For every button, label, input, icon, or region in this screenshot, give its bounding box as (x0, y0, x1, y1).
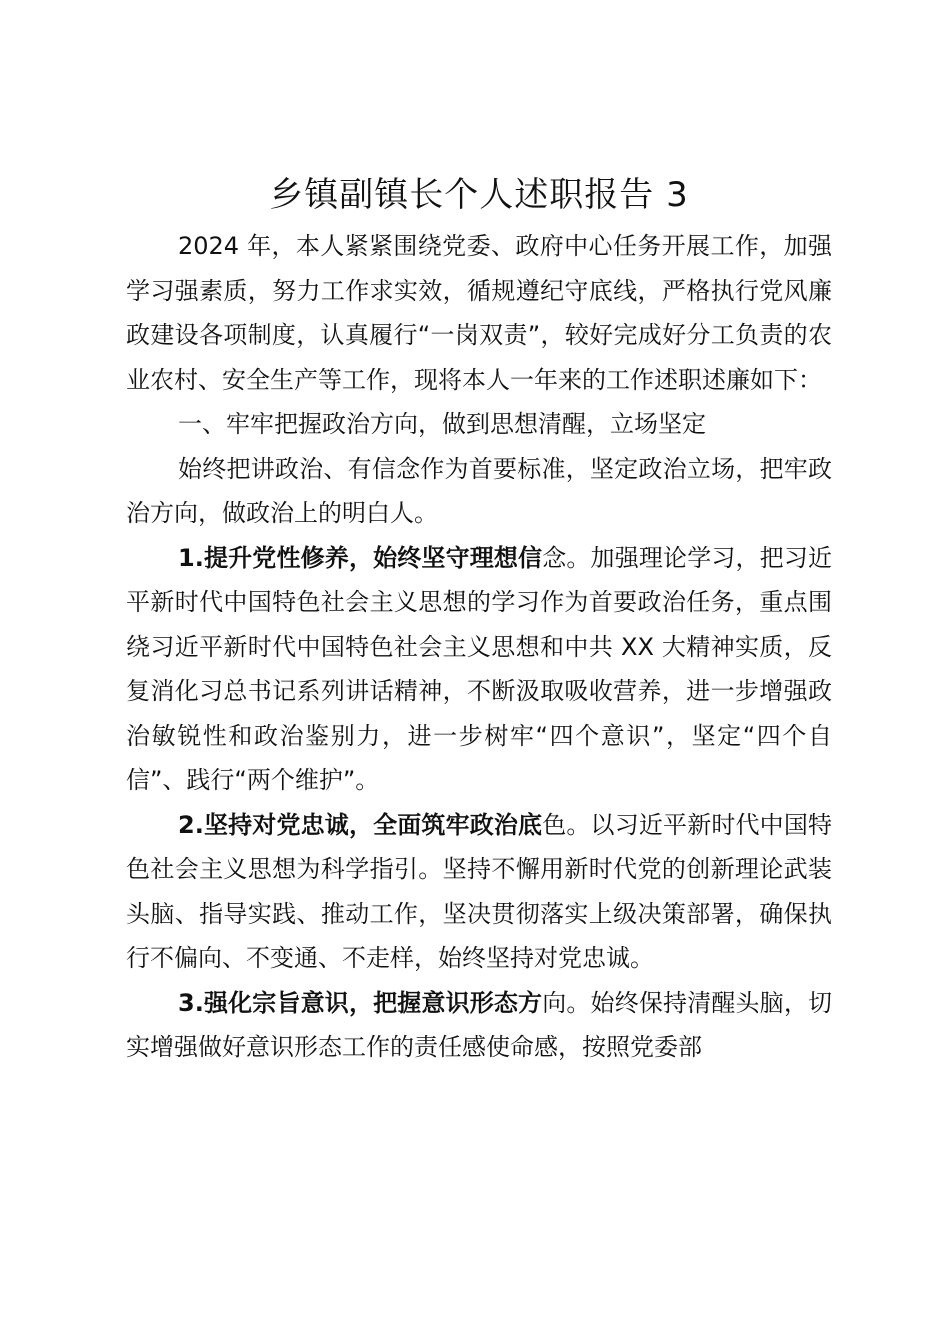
document-page (126, 170, 832, 1070)
intro-paragraph: 2024 年，本人紧紧围绕党委、政府中心任务开展工作，加强学习强素质，努力工作求实效，循规遵纪守底线，严格执行党风廉政建设各项制度，认真履行“一岗双责”，较好完成好分工负责的农业农村、安全生产等工作，现将本人一年来的工作述职述廉如下： (126, 232, 832, 394)
item-body-1: 念。加强理论学习，把习近平新时代中国特色社会主义思想的学习作为首要政治任务，重点围绕习近平新时代中国特色社会主义思想和中共 XX 大精神实质，反复消化习总书记系列讲话精神，不断汲取吸收营养，进一步增强政治敏锐性和政治鉴别力，进一步树牢“四个意识”，坚定“四个自信”、践行“两个维护”。 (126, 543, 832, 794)
item-paragraph-3 (126, 981, 832, 1070)
item-paragraph-2 (126, 803, 832, 981)
item-body-3: 向。始终保持清醒头脑，切实增强做好意识形态工作的责任感使命感，按照党委部 (126, 988, 832, 1061)
document-title: 乡镇副镇长个人述职报告 3 (269, 175, 689, 215)
item-heading-3: 3.强化宗旨意识，把握意识形态方 (178, 988, 543, 1017)
item-heading-2: 2.坚持对党忠诚，全面筑牢政治底 (178, 810, 543, 839)
section-heading: 一、牢牢把握政治方向，做到思想清醒，立场坚定 (178, 410, 706, 438)
item-heading-1: 1.提升党性修养，始终坚守理想信 (178, 543, 543, 572)
item-paragraph-1 (126, 536, 832, 803)
section-intro-paragraph: 始终把讲政治、有信念作为首要标准，坚定政治立场，把牢政治方向，做政治上的明白人。 (126, 454, 832, 527)
item-body-2: 色。以习近平新时代中国特色社会主义思想为科学指引。坚持不懈用新时代党的创新理论武装头脑、指导实践、推动工作，坚决贯彻落实上级决策部署，确保执行不偏向、不变通、不走样，始终坚持对党忠诚。 (126, 810, 832, 972)
